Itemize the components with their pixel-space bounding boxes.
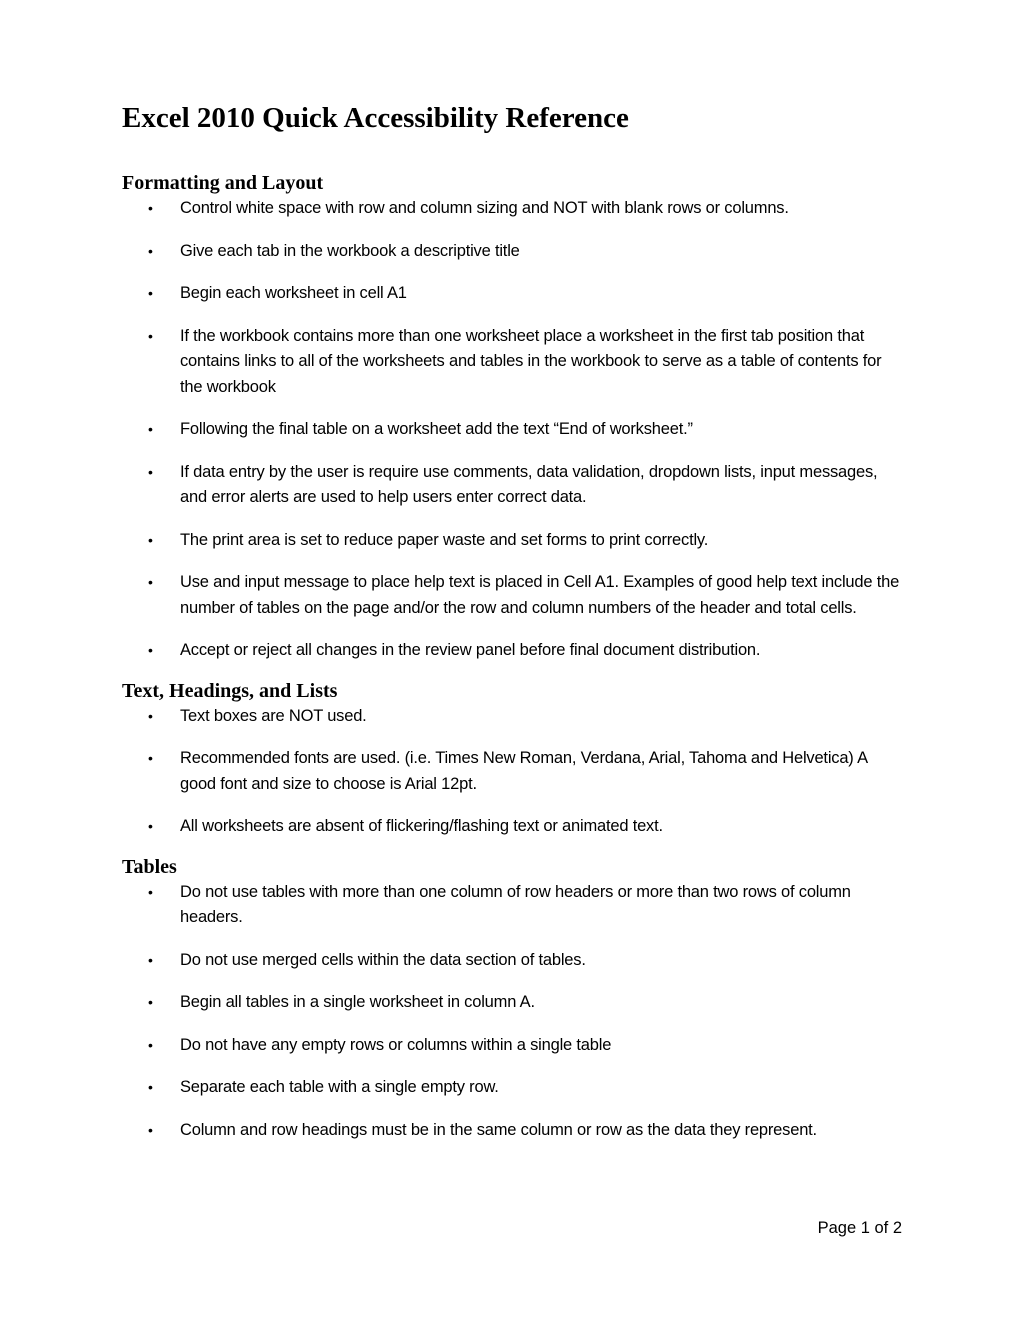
list-item bbox=[122, 746, 902, 797]
list-item bbox=[122, 704, 902, 730]
section-heading-tables: Tables bbox=[122, 855, 177, 878]
list-item bbox=[122, 990, 902, 1016]
list-item bbox=[122, 239, 902, 265]
list-item bbox=[122, 570, 902, 621]
bullet-icon: • bbox=[148, 242, 153, 259]
bullet-icon: • bbox=[148, 818, 153, 834]
list-item-text: Use and input message to place help text is placed in Cell A1. Examples of good help text include the number of tables on the page and/or the row and column numbers of the header and total cells. bbox=[180, 573, 900, 617]
section-heading-formatting-layout: Formatting and Layout bbox=[122, 172, 324, 194]
document-title: Excel 2010 Quick Accessibility Reference bbox=[122, 102, 629, 134]
bullet-icon: • bbox=[148, 1121, 153, 1138]
page-number: Page 1 of 2 bbox=[817, 1219, 902, 1237]
list-item-text: Separate each table with a single empty row. bbox=[180, 1078, 499, 1096]
list-item-text: Begin each worksheet in cell A1 bbox=[180, 284, 407, 302]
list-item-text: If data entry by the user is require use comments, data validation, dropdown lists, input messages, and error alerts are used to help users enter correct data. bbox=[180, 462, 878, 506]
document-page bbox=[122, 98, 902, 1157]
list-item-text: Do not use merged cells within the data section of tables. bbox=[180, 950, 586, 969]
bullet-icon: • bbox=[148, 531, 153, 548]
bullet-icon: • bbox=[148, 883, 153, 900]
section-heading-text-headings-lists: Text, Headings, and Lists bbox=[122, 679, 338, 702]
list-item bbox=[122, 1033, 902, 1059]
bullet-icon: • bbox=[148, 1079, 153, 1095]
list-item-text: If the workbook contains more than one worksheet place a worksheet in the first tab position that contains links to all of the worksheets and tables in the workbook to serve as a table of contents for the workbook bbox=[180, 326, 882, 396]
list-item-text: Column and row headings must be in the same column or row as the data they represent. bbox=[180, 1120, 817, 1139]
list-item bbox=[122, 324, 902, 401]
bullet-icon: • bbox=[148, 750, 153, 766]
list-item-text: Text boxes are NOT used. bbox=[180, 706, 367, 725]
list-item bbox=[122, 281, 902, 307]
list-item bbox=[122, 196, 902, 222]
list-item bbox=[122, 1075, 902, 1101]
section-list-formatting-layout bbox=[122, 196, 902, 664]
list-item bbox=[122, 1118, 902, 1144]
bullet-icon: • bbox=[148, 327, 153, 344]
bullet-icon: • bbox=[148, 200, 153, 216]
list-item-text: All worksheets are absent of flickering/flashing text or animated text. bbox=[180, 817, 663, 835]
list-item bbox=[122, 460, 902, 511]
bullet-icon: • bbox=[148, 574, 153, 590]
bullet-icon: • bbox=[148, 642, 153, 658]
list-item bbox=[122, 948, 902, 974]
bullet-icon: • bbox=[148, 1036, 153, 1053]
list-item bbox=[122, 417, 902, 443]
list-item-text: Do not have any empty rows or columns within a single table bbox=[180, 1035, 612, 1054]
list-item-text: Control white space with row and column sizing and NOT with blank rows or columns. bbox=[180, 199, 789, 217]
list-item-text: The print area is set to reduce paper waste and set forms to print correctly. bbox=[180, 530, 709, 549]
section-list-tables bbox=[122, 880, 902, 1144]
bullet-icon: • bbox=[148, 285, 153, 301]
list-item bbox=[122, 638, 902, 664]
list-item bbox=[122, 528, 902, 554]
list-item bbox=[122, 814, 902, 840]
bullet-icon: • bbox=[148, 951, 153, 968]
bullet-icon: • bbox=[148, 463, 153, 480]
list-item-text: Do not use tables with more than one column of row headers or more than two rows of column headers. bbox=[180, 882, 851, 926]
bullet-icon: • bbox=[148, 994, 153, 1010]
section-list-text-headings-lists bbox=[122, 704, 902, 840]
list-item-text: Accept or reject all changes in the review panel before final document distribution. bbox=[180, 641, 761, 659]
list-item-text: Begin all tables in a single worksheet in column A. bbox=[180, 993, 535, 1011]
list-item-text: Recommended fonts are used. (i.e. Times New Roman, Verdana, Arial, Tahoma and Helvetica) A good font and size to choose is Arial 12pt. bbox=[180, 749, 867, 793]
list-item-text: Following the final table on a worksheet add the text “End of worksheet.” bbox=[180, 420, 693, 438]
bullet-icon: • bbox=[148, 421, 153, 437]
list-item-text: Give each tab in the workbook a descriptive title bbox=[180, 241, 520, 260]
list-item bbox=[122, 880, 902, 931]
bullet-icon: • bbox=[148, 707, 153, 724]
